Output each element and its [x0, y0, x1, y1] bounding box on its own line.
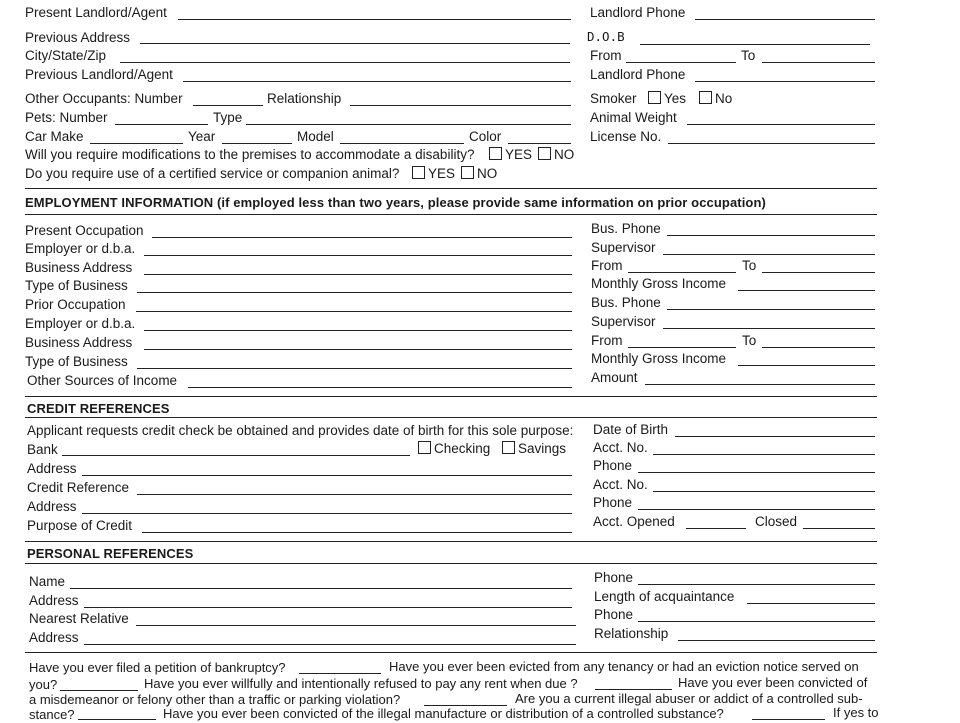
- bus-phone-label: Bus. Phone: [591, 221, 661, 236]
- credit-reference-field[interactable]: [137, 494, 572, 495]
- section-divider: [25, 417, 877, 418]
- acct-no-field[interactable]: [653, 454, 875, 455]
- credit-phone-field[interactable]: [638, 472, 875, 473]
- if-yes-text: If yes to: [833, 705, 879, 720]
- length-of-acquaintance-field[interactable]: [747, 603, 875, 604]
- eviction-answer-field[interactable]: [60, 690, 138, 691]
- employer-field[interactable]: [144, 255, 572, 256]
- pets-number-label: Pets: Number: [25, 110, 108, 125]
- nearest-relative-field[interactable]: [136, 625, 576, 626]
- credit-phone2-label: Phone: [593, 495, 633, 510]
- savings-label: Savings: [518, 441, 567, 456]
- previous-landlord-field[interactable]: [183, 81, 571, 82]
- relative-address-label: Address: [29, 630, 79, 645]
- present-occupation-label: Present Occupation: [25, 223, 144, 238]
- eviction-question-cont: you?: [29, 677, 58, 692]
- emp-to2-field[interactable]: [762, 347, 875, 348]
- manufacture-question: Have you ever been convicted of the illegal manufacture or distribution of a controlled substance?: [163, 706, 724, 721]
- ref-phone-field[interactable]: [638, 584, 875, 585]
- substance-abuse-question-cont: stance?: [29, 707, 75, 722]
- section-divider: [25, 396, 877, 397]
- credit-address-field[interactable]: [82, 475, 572, 476]
- disability-yes-checkbox[interactable]: [489, 147, 502, 160]
- employer2-label: Employer or d.b.a.: [25, 316, 136, 331]
- bus-phone2-field[interactable]: [667, 309, 875, 310]
- emp-from2-label: From: [591, 333, 623, 348]
- length-of-acquaintance-label: Length of acquaintance: [594, 589, 735, 604]
- bus-phone2-label: Bus. Phone: [591, 295, 661, 310]
- prev-from-label: From: [590, 48, 622, 63]
- disability-no-checkbox[interactable]: [538, 147, 551, 160]
- type-of-business2-field[interactable]: [137, 368, 572, 369]
- section-divider: [25, 563, 877, 564]
- car-model-field[interactable]: [340, 143, 464, 144]
- service-animal-no-checkbox[interactable]: [461, 166, 474, 179]
- convicted-question-cont: a misdemeanor or felony other than a traffic or parking violation?: [29, 692, 401, 707]
- amount-field[interactable]: [645, 384, 875, 385]
- credit-address-label: Address: [27, 461, 77, 476]
- license-no-field[interactable]: [668, 143, 875, 144]
- animal-weight-field[interactable]: [687, 124, 875, 125]
- relative-address-field[interactable]: [84, 644, 576, 645]
- acct-no-label: Acct. No.: [593, 440, 648, 455]
- supervisor2-label: Supervisor: [591, 314, 656, 329]
- previous-landlord-label: Previous Landlord/Agent: [25, 67, 173, 82]
- landlord-phone-field[interactable]: [695, 19, 875, 20]
- city-state-zip-field[interactable]: [120, 62, 570, 63]
- ref-name-field[interactable]: [70, 588, 572, 589]
- smoker-no-label: No: [715, 91, 733, 106]
- prev-landlord-phone-field[interactable]: [695, 81, 875, 82]
- prev-to-field[interactable]: [762, 62, 875, 63]
- occupants-number-field[interactable]: [193, 105, 263, 106]
- credit-phone2-field[interactable]: [638, 509, 875, 510]
- prior-occupation-field[interactable]: [136, 311, 572, 312]
- closed-label: Closed: [755, 514, 798, 529]
- other-sources-field[interactable]: [188, 387, 572, 388]
- present-landlord-field[interactable]: [178, 19, 571, 20]
- amount-label: Amount: [591, 370, 638, 385]
- previous-address-field[interactable]: [140, 43, 570, 44]
- disability-yes-label: YES: [505, 147, 533, 162]
- type-of-business-field[interactable]: [137, 292, 572, 293]
- bank-label: Bank: [27, 442, 58, 457]
- business-address-field[interactable]: [144, 274, 572, 275]
- date-of-birth-field[interactable]: [675, 436, 875, 437]
- emp-from-label: From: [591, 258, 623, 273]
- monthly-gross2-label: Monthly Gross Income: [591, 351, 727, 366]
- smoker-yes-label: Yes: [664, 91, 687, 106]
- relative-phone-label: Phone: [594, 607, 634, 622]
- pets-type-field[interactable]: [246, 124, 571, 125]
- supervisor-label: Supervisor: [591, 240, 656, 255]
- eviction-question: Have you ever been evicted from any tenancy or had an eviction notice served on: [389, 659, 859, 674]
- acct-opened-label: Acct. Opened: [593, 514, 675, 529]
- emp-to2-label: To: [742, 333, 757, 348]
- bankruptcy-answer-field[interactable]: [299, 673, 381, 674]
- dob-field[interactable]: [640, 44, 870, 45]
- license-no-label: License No.: [590, 129, 662, 144]
- credit-reference-label: Credit Reference: [27, 480, 130, 495]
- relationship-field[interactable]: [350, 105, 571, 106]
- service-animal-no-label: NO: [477, 166, 498, 181]
- convicted-question: Have you ever been convicted of: [678, 675, 868, 690]
- credit-phone-label: Phone: [593, 458, 633, 473]
- relationship-label: Relationship: [267, 91, 342, 106]
- checking-checkbox[interactable]: [418, 441, 431, 454]
- car-year-label: Year: [188, 129, 216, 144]
- disability-question: Will you require modifications to the premises to accommodate a disability?: [25, 147, 475, 162]
- personal-header: PERSONAL REFERENCES: [27, 546, 194, 561]
- disability-no-label: NO: [554, 147, 575, 162]
- smoker-no-checkbox[interactable]: [699, 91, 712, 104]
- relative-phone-field[interactable]: [638, 621, 875, 622]
- relative-relationship-label: Relationship: [594, 626, 669, 641]
- monthly-gross2-field[interactable]: [738, 365, 875, 366]
- service-animal-question: Do you require use of a certified service or companion animal?: [25, 166, 400, 181]
- section-divider: [25, 652, 877, 653]
- type-of-business-label: Type of Business: [25, 278, 128, 293]
- other-occupants-label: Other Occupants: Number: [25, 91, 183, 106]
- bankruptcy-question: Have you ever filed a petition of bankruptcy?: [29, 660, 286, 675]
- purpose-of-credit-label: Purpose of Credit: [27, 518, 133, 533]
- credit-request-text: Applicant requests credit check be obtained and provides date of birth for this sole purpose:: [27, 423, 574, 438]
- bus-phone-field[interactable]: [667, 235, 875, 236]
- monthly-gross-label: Monthly Gross Income: [591, 276, 727, 291]
- purpose-of-credit-field[interactable]: [142, 532, 572, 533]
- service-animal-yes-label: YES: [428, 166, 456, 181]
- ref-phone-label: Phone: [594, 570, 634, 585]
- refused-rent-question: Have you ever willfully and intentionally refused to pay any rent when due ?: [144, 676, 578, 691]
- acct-no2-field[interactable]: [653, 491, 875, 492]
- type-of-business2-label: Type of Business: [25, 354, 128, 369]
- business-address2-field[interactable]: [144, 349, 572, 350]
- credit-address2-label: Address: [27, 499, 77, 514]
- pets-number-field[interactable]: [115, 124, 208, 125]
- emp-to-field[interactable]: [762, 272, 875, 273]
- city-state-zip-label: City/State/Zip: [25, 48, 107, 63]
- acct-no2-label: Acct. No.: [593, 477, 648, 492]
- section-divider: [25, 214, 877, 215]
- ref-name-label: Name: [29, 574, 66, 589]
- emp-from-field[interactable]: [628, 272, 736, 273]
- bank-field[interactable]: [62, 455, 410, 456]
- car-year-field[interactable]: [222, 143, 292, 144]
- service-animal-yes-checkbox[interactable]: [412, 166, 425, 179]
- smoker-yes-checkbox[interactable]: [648, 91, 661, 104]
- section-divider: [25, 541, 877, 542]
- previous-address-label: Previous Address: [25, 30, 131, 45]
- employer-label: Employer or d.b.a.: [25, 241, 136, 256]
- substance-abuse-question: Are you a current illegal abuser or addict of a controlled sub-: [515, 691, 863, 706]
- car-color-label: Color: [469, 129, 502, 144]
- employment-header: EMPLOYMENT INFORMATION (if employed less than two years, please provide same information on prior occupation): [25, 195, 766, 210]
- monthly-gross-field[interactable]: [738, 290, 875, 291]
- prev-from-field[interactable]: [626, 62, 736, 63]
- supervisor-field[interactable]: [663, 254, 875, 255]
- closed-field[interactable]: [803, 528, 875, 529]
- business-address2-label: Business Address: [25, 335, 133, 350]
- nearest-relative-label: Nearest Relative: [29, 611, 129, 626]
- car-make-label: Car Make: [25, 129, 84, 144]
- credit-header: CREDIT REFERENCES: [27, 401, 170, 416]
- emp-to-label: To: [742, 258, 757, 273]
- credit-address2-field[interactable]: [82, 513, 572, 514]
- car-color-field[interactable]: [508, 143, 571, 144]
- emp-from2-field[interactable]: [628, 347, 736, 348]
- animal-weight-label: Animal Weight: [590, 110, 677, 125]
- section-divider: [25, 188, 877, 189]
- relative-relationship-field[interactable]: [678, 640, 875, 641]
- savings-checkbox[interactable]: [502, 441, 515, 454]
- prev-to-label: To: [741, 48, 756, 63]
- dob-typed-label: D.O.B: [587, 29, 625, 44]
- smoker-label: Smoker: [590, 91, 637, 106]
- employer2-field[interactable]: [144, 330, 572, 331]
- car-make-field[interactable]: [90, 143, 183, 144]
- other-sources-label: Other Sources of Income: [27, 373, 178, 388]
- business-address-label: Business Address: [25, 260, 133, 275]
- present-landlord-label: Present Landlord/Agent: [25, 5, 167, 20]
- landlord-phone-label: Landlord Phone: [590, 5, 686, 20]
- ref-address-field[interactable]: [84, 607, 572, 608]
- car-model-label: Model: [297, 129, 334, 144]
- prev-landlord-phone-label: Landlord Phone: [590, 67, 686, 82]
- checking-label: Checking: [434, 441, 491, 456]
- ref-address-label: Address: [29, 593, 79, 608]
- supervisor2-field[interactable]: [663, 328, 875, 329]
- date-of-birth-label: Date of Birth: [593, 422, 669, 437]
- refused-rent-answer-field[interactable]: [595, 689, 672, 690]
- prior-occupation-label: Prior Occupation: [25, 297, 126, 312]
- pets-type-label: Type: [213, 110, 243, 125]
- acct-opened-field[interactable]: [686, 528, 746, 529]
- present-occupation-field[interactable]: [152, 237, 572, 238]
